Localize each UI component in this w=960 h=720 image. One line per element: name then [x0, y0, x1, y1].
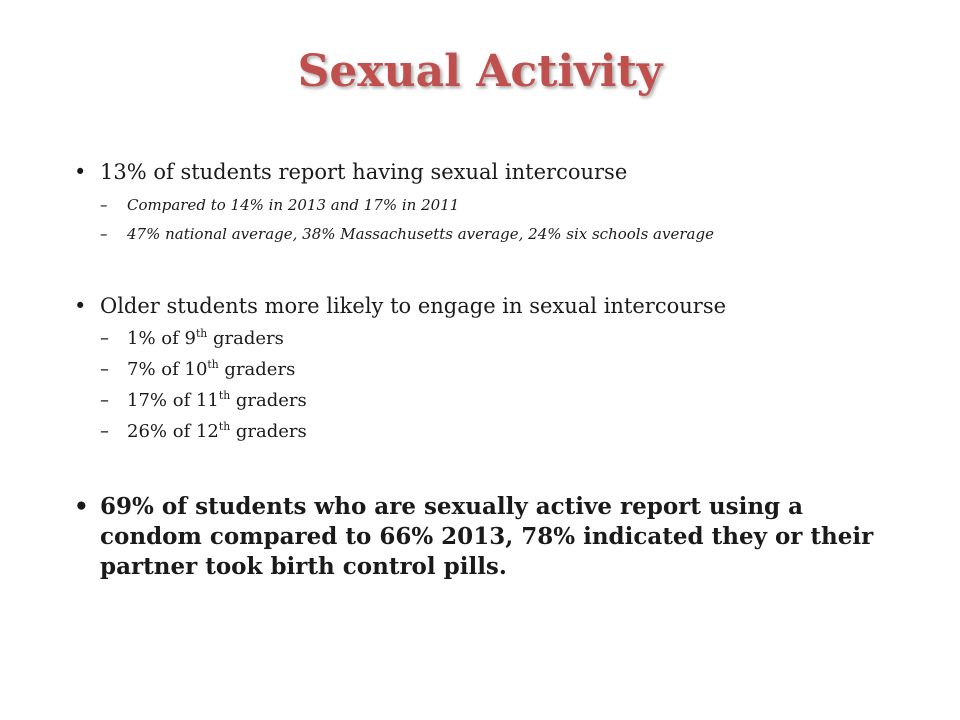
bullet-text: 69% of students who are sexually active report using a condom compared to 66% 2013, 78% indicated they or their partner took birth control pills. — [100, 493, 874, 580]
bullet-item — [74, 292, 874, 320]
dash-glyph: – — [100, 421, 109, 442]
grade-text: 7% of 10th graders — [127, 358, 296, 380]
grade-text: 26% of 12th graders — [127, 420, 307, 442]
bullet-list-1 — [74, 158, 874, 186]
bullet-text: Older students more likely to engage in sexual intercourse — [100, 294, 727, 318]
dash-glyph: – — [100, 328, 109, 349]
grade-item — [74, 389, 874, 413]
grade-text: 17% of 11th graders — [127, 389, 307, 411]
bullet-glyph: • — [74, 160, 87, 184]
sub-bullet-list — [74, 196, 874, 244]
sub-bullet-item — [74, 225, 874, 244]
sub-bullet-text: Compared to 14% in 2013 and 17% in 2011 — [127, 196, 460, 214]
grade-item — [74, 327, 874, 351]
bullet-glyph: • — [74, 294, 87, 318]
bullet-glyph: • — [74, 494, 89, 520]
sub-bullet-text: 47% national average, 38% Massachusetts average, 24% six schools average — [127, 225, 714, 243]
slide-content — [74, 158, 874, 582]
bullet-list-2 — [74, 292, 874, 320]
sub-bullet-item — [74, 196, 874, 215]
dash-glyph: – — [100, 390, 109, 411]
grade-item — [74, 420, 874, 444]
dash-glyph: – — [100, 225, 108, 243]
bullet-item — [74, 158, 874, 186]
slide-title: Sexual Activity — [297, 46, 663, 97]
bullet-text: 13% of students report having sexual intercourse — [100, 160, 628, 184]
dash-glyph: – — [100, 359, 109, 380]
grade-item — [74, 358, 874, 382]
grade-text: 1% of 9th graders — [127, 327, 284, 349]
dash-glyph: – — [100, 196, 108, 214]
bullet-item — [74, 492, 874, 582]
grade-list — [74, 327, 874, 444]
bullet-list-3 — [74, 492, 874, 582]
